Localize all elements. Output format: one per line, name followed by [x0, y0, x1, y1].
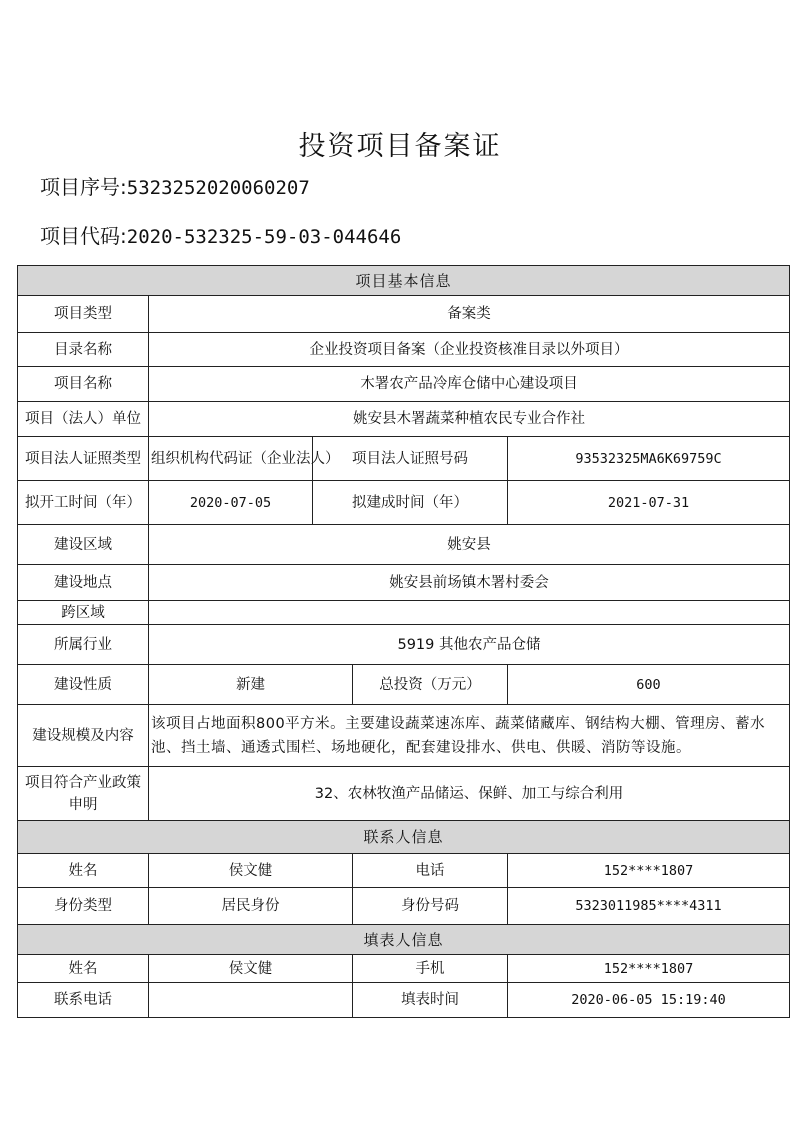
table-row: [18, 367, 790, 402]
site-label: 建设地点: [18, 565, 149, 601]
filler-time-value: 2020-06-05 15:19:40: [508, 983, 790, 1018]
project-code-value: 2020-532325-59-03-044646: [126, 226, 402, 248]
cross-region-label: 跨区域: [18, 601, 149, 625]
start-time-label: 拟开工时间（年）: [18, 481, 149, 525]
table-row: [18, 665, 790, 705]
unit-value: 姚安县木署蔬菜种植农民专业合作社: [149, 402, 790, 437]
table-row: [18, 565, 790, 601]
cert-no-value: 93532325MA6K69759C: [508, 437, 790, 481]
table-row: [18, 525, 790, 565]
project-code-line: [40, 220, 401, 249]
invest-label: 总投资（万元）: [353, 665, 508, 705]
id-no-label: 身份号码: [353, 888, 508, 925]
table-row: [18, 767, 790, 821]
contact-phone-value: 152****1807: [508, 854, 790, 888]
basic-header: 项目基本信息: [18, 266, 790, 296]
section-header-basic: [18, 266, 790, 296]
filler-mobile-value: 152****1807: [508, 955, 790, 983]
project-seq-line: [40, 171, 310, 200]
project-type-label: 项目类型: [18, 296, 149, 333]
table-row: [18, 601, 790, 625]
table-row: [18, 888, 790, 925]
project-seq-value: 5323252020060207: [126, 177, 310, 199]
end-time-value: 2021-07-31: [508, 481, 790, 525]
filler-header: 填表人信息: [18, 925, 790, 955]
table-row: [18, 333, 790, 367]
site-value: 姚安县前场镇木署村委会: [149, 565, 790, 601]
id-type-value: 居民身份: [149, 888, 353, 925]
policy-label: 项目符合产业政策申明: [18, 767, 149, 821]
industry-value: 5919 其他农产品仓储: [149, 625, 790, 665]
filing-table: [17, 265, 790, 1018]
table-row: [18, 481, 790, 525]
table-row: [18, 955, 790, 983]
contact-name-value: 侯文健: [149, 854, 353, 888]
cross-region-value: [149, 601, 790, 625]
table-row: [18, 854, 790, 888]
project-type-value: 备案类: [149, 296, 790, 333]
filler-mobile-label: 手机: [353, 955, 508, 983]
cert-type-value: 组织机构代码证（企业法人）: [149, 437, 313, 481]
scale-value: 该项目占地面积800平方米。主要建设蔬菜速冻库、蔬菜储藏库、钢结构大棚、管理房、蓄水池、挡土墙、通透式围栏、场地硬化，配套建设排水、供电、供暖、消防等设施。: [149, 705, 790, 767]
project-seq-label: 项目序号:: [40, 175, 127, 199]
project-name-label: 项目名称: [18, 367, 149, 402]
start-time-value: 2020-07-05: [149, 481, 313, 525]
area-label: 建设区域: [18, 525, 149, 565]
filler-name-value: 侯文健: [149, 955, 353, 983]
table-row: [18, 983, 790, 1018]
project-name-value: 木署农产品冷库仓储中心建设项目: [149, 367, 790, 402]
invest-value: 600: [508, 665, 790, 705]
table-row: [18, 402, 790, 437]
document-title: 投资项目备案证: [298, 131, 502, 162]
nature-value: 新建: [149, 665, 353, 705]
filler-tel-label: 联系电话: [18, 983, 149, 1018]
table-row: [18, 296, 790, 333]
section-header-contact: [18, 821, 790, 854]
cert-type-label: 项目法人证照类型: [18, 437, 149, 481]
table-row: [18, 437, 790, 481]
section-header-filler: [18, 925, 790, 955]
contact-name-label: 姓名: [18, 854, 149, 888]
project-code-label: 项目代码:: [40, 224, 127, 248]
scale-label: 建设规模及内容: [18, 705, 149, 767]
catalog-label: 目录名称: [18, 333, 149, 367]
cert-no-label: 项目法人证照号码: [313, 437, 508, 481]
filler-tel-value: [149, 983, 353, 1018]
filler-name-label: 姓名: [18, 955, 149, 983]
filler-time-label: 填表时间: [353, 983, 508, 1018]
policy-value: 32、农林牧渔产品储运、保鲜、加工与综合利用: [149, 767, 790, 821]
table-row: [18, 625, 790, 665]
id-no-value: 5323011985****4311: [508, 888, 790, 925]
end-time-label: 拟建成时间（年）: [313, 481, 508, 525]
id-type-label: 身份类型: [18, 888, 149, 925]
area-value: 姚安县: [149, 525, 790, 565]
nature-label: 建设性质: [18, 665, 149, 705]
industry-label: 所属行业: [18, 625, 149, 665]
catalog-value: 企业投资项目备案（企业投资核准目录以外项目）: [149, 333, 790, 367]
unit-label: 项目（法人）单位: [18, 402, 149, 437]
table-row: [18, 705, 790, 767]
contact-phone-label: 电话: [353, 854, 508, 888]
contact-header: 联系人信息: [18, 821, 790, 854]
